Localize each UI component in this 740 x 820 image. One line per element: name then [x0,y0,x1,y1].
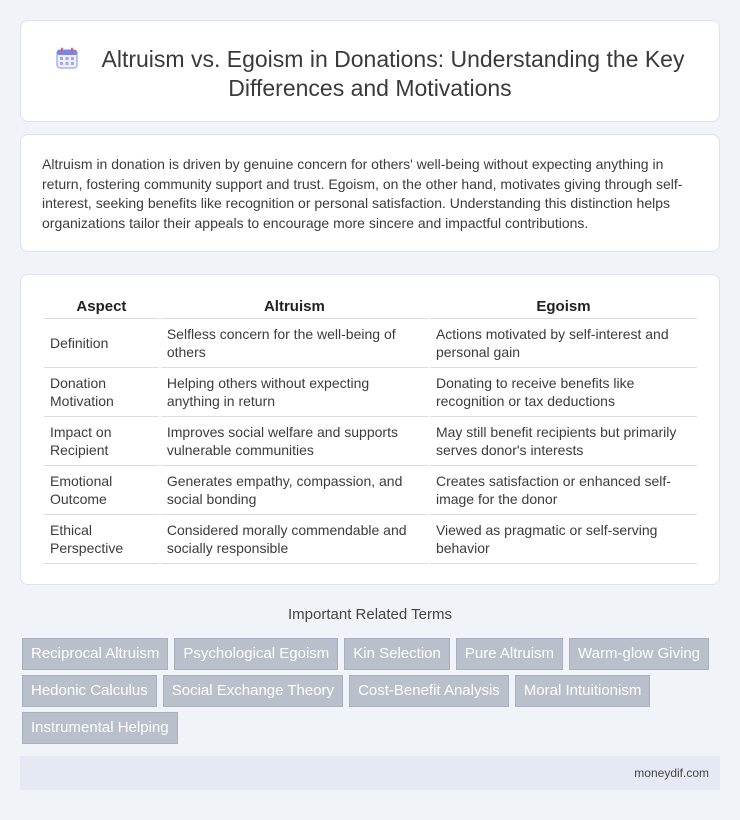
footer [20,756,720,790]
cell-aspect: Impact on Recipient [44,417,159,466]
title-card [20,20,720,122]
related-term-tag[interactable]: Reciprocal Altruism [22,638,168,670]
header-aspect: Aspect [44,297,159,319]
source-link[interactable]: moneydif.com [634,766,709,780]
table-header-row [44,297,697,319]
cell-egoism: May still benefit recipients but primarily serves donor's interests [430,417,697,466]
page-title-text: Altruism vs. Egoism in Donations: Understanding the Key Differences and Motivations [101,46,685,101]
related-term-tag[interactable]: Social Exchange Theory [163,675,343,707]
cell-altruism: Considered morally commendable and socially responsible [161,515,428,564]
table-row [44,319,697,368]
table-row [44,515,697,564]
page-title [21,45,719,103]
related-term-tag[interactable]: Hedonic Calculus [22,675,157,707]
cell-egoism: Donating to receive benefits like recognition or tax deductions [430,368,697,417]
cell-altruism: Helping others without expecting anything in return [161,368,428,417]
cell-egoism: Actions motivated by self-interest and personal gain [430,319,697,368]
table-row [44,368,697,417]
related-term-tag[interactable]: Psychological Egoism [174,638,338,670]
related-terms-title: Important Related Terms [288,606,452,623]
related-term-tag[interactable]: Kin Selection [344,638,450,670]
calendar-icon [56,47,78,69]
table-row [44,417,697,466]
comparison-card [20,274,720,585]
cell-egoism: Creates satisfaction or enhanced self-image for the donor [430,466,697,515]
related-term-tag[interactable]: Pure Altruism [456,638,563,670]
cell-aspect: Emotional Outcome [44,466,159,515]
header-egoism: Egoism [430,297,697,319]
related-term-tag[interactable]: Moral Intuitionism [515,675,651,707]
related-terms-list [22,638,722,744]
cell-egoism: Viewed as pragmatic or self-serving behavior [430,515,697,564]
intro-paragraph: Altruism in donation is driven by genuine concern for others' well-being without expecting anything in return, fostering community support and trust. Egoism, on the other hand, motivates giving through self-interest, seeking benefits like recognition or personal satisfaction. Understanding this distinction helps organizations tailor their appeals to encourage more sincere and impactful contributions. [42,156,683,231]
cell-altruism: Selfless concern for the well-being of others [161,319,428,368]
comparison-table [42,297,699,564]
cell-aspect: Definition [44,319,159,368]
cell-altruism: Generates empathy, compassion, and social bonding [161,466,428,515]
cell-aspect: Donation Motivation [44,368,159,417]
related-term-tag[interactable]: Instrumental Helping [22,712,178,744]
cell-altruism: Improves social welfare and supports vulnerable communities [161,417,428,466]
related-term-tag[interactable]: Cost-Benefit Analysis [349,675,509,707]
intro-card [20,134,720,252]
table-row [44,466,697,515]
header-altruism: Altruism [161,297,428,319]
related-term-tag[interactable]: Warm-glow Giving [569,638,709,670]
cell-aspect: Ethical Perspective [44,515,159,564]
